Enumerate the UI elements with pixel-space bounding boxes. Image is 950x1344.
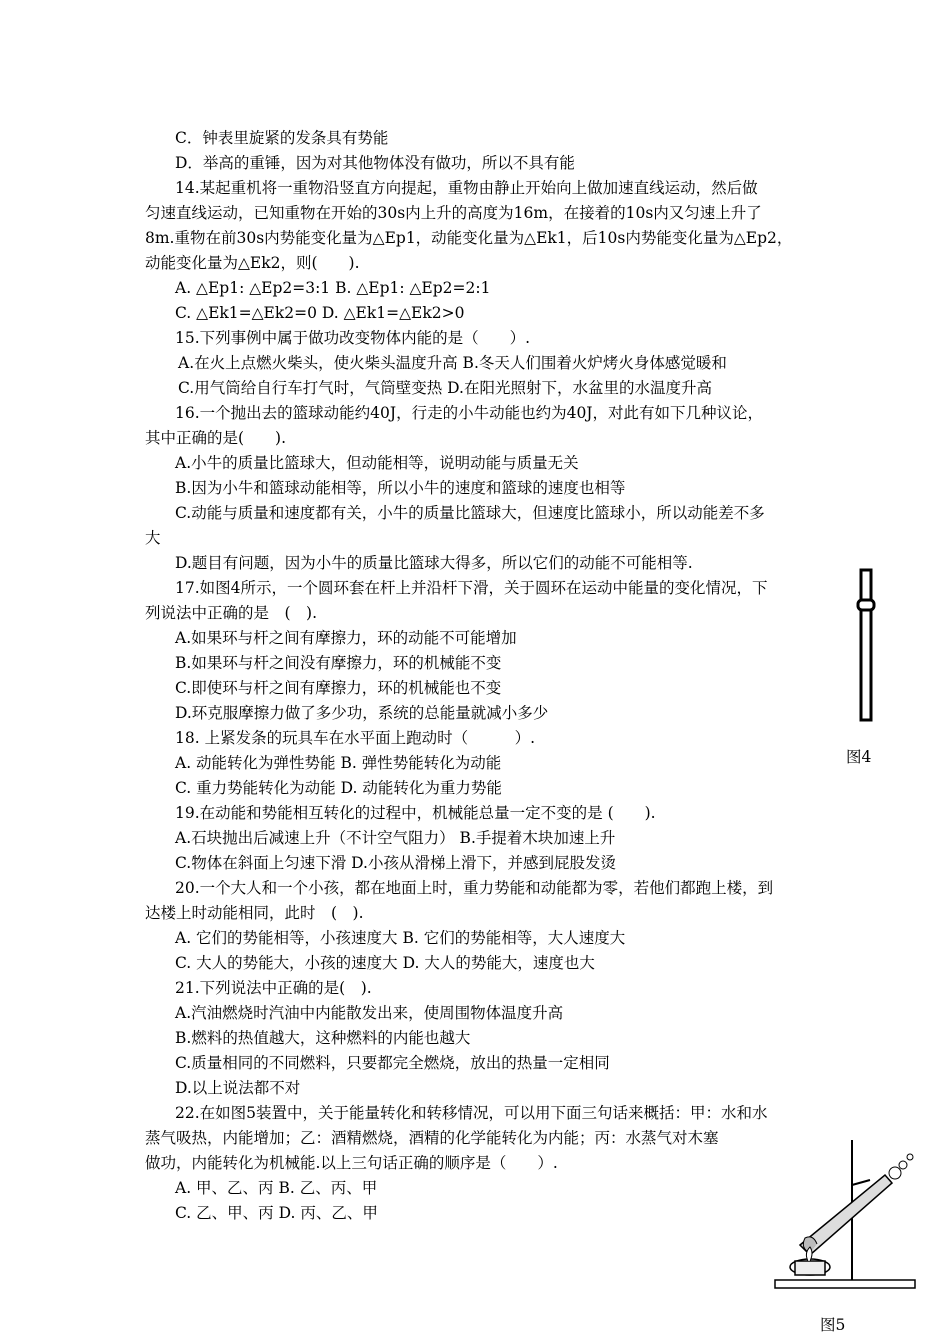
text-line: C. 大人的势能大，小孩的速度大 D. 大人的势能大，速度也大 [175,954,595,972]
text-line: 匀速直线运动，已知重物在开始的30s内上升的高度为16m，在接着的10s内又匀速上升了 [145,204,762,222]
text-line: 列说法中正确的是 ( ). [145,604,318,622]
text-line: B.如果环与杆之间没有摩擦力，环的机械能不变 [175,654,502,672]
text-line: A.在火上点燃火柴头，使火柴头温度升高 B.冬天人们围着火炉烤火身体感觉暖和 [178,354,727,372]
text-line: A. 它们的势能相等，小孩速度大 B. 它们的势能相等，大人速度大 [175,929,626,947]
text-line: 15.下列事例中属于做功改变物体内能的是（ ）. [175,329,531,347]
text-line: C.即使环与杆之间有摩擦力，环的机械能也不变 [175,679,502,697]
figure-5-label: 图5 [820,1316,846,1334]
text-line: D．举高的重锤，因为对其他物体没有做功，所以不具有能 [175,154,575,172]
text-line: B.燃料的热值越大，这种燃料的内能也越大 [175,1029,471,1047]
text-line: C．钟表里旋紧的发条具有势能 [175,129,389,147]
text-line: C.质量相同的不同燃料，只要都完全燃烧，放出的热量一定相同 [175,1054,610,1072]
text-line: 动能变化量为△Ek2，则( ). [145,254,360,272]
text-line: 大 [145,529,161,547]
text-line: A.汽油燃烧时汽油中内能散发出来，使周围物体温度升高 [175,1004,564,1022]
text-line: D.题目有问题，因为小牛的质量比篮球大得多，所以它们的动能不可能相等. [175,554,693,572]
figure-4-label: 图4 [846,748,872,766]
text-line: C. 重力势能转化为动能 D. 动能转化为重力势能 [175,779,502,797]
text-line: 其中正确的是( ). [145,429,287,447]
text-line: A.石块抛出后减速上升（不计空气阻力） B.手提着木块加速上升 [175,829,616,847]
text-line: 18. 上紧发条的玩具车在水平面上跑动时（ ）. [175,729,536,747]
text-line: D.以上说法都不对 [175,1079,301,1097]
text-line: 做功，内能转化为机械能.以上三句话正确的顺序是（ ）. [145,1154,558,1172]
text-line: A.如果环与杆之间有摩擦力，环的动能不可能增加 [175,629,517,647]
text-line: A.小牛的质量比篮球大，但动能相等，说明动能与质量无关 [175,454,579,472]
text-line: A. 甲、乙、丙 B. 乙、丙、甲 [175,1179,378,1197]
text-line: C.物体在斜面上匀速下滑 D.小孩从滑梯上滑下，并感到屁股发烫 [175,854,616,872]
text-line: D.环克服摩擦力做了多少功，系统的总能量就减小多少 [175,704,549,722]
text-line: C.动能与质量和速度都有关，小牛的质量比篮球大，但速度比篮球小，所以动能差不多 [175,504,765,522]
text-line: 16.一个抛出去的篮球动能约40J，行走的小牛动能也约为40J，对此有如下几种议论， [175,404,764,422]
rod-ring-figure [846,568,886,728]
text-line: C.用气筒给自行车打气时，气筒壁变热 D.在阳光照射下，水盆里的水温度升高 [178,379,712,397]
text-line: A. 动能转化为弹性势能 B. 弹性势能转化为动能 [175,754,502,772]
apparatus-figure [770,1135,920,1295]
text-line: 14.某起重机将一重物沿竖直方向提起，重物由静止开始向上做加速直线运动，然后做 [175,179,758,197]
text-line: A. △Ep1: △Ep2=3:1 B. △Ep1: △Ep2=2:1 [175,279,491,297]
text-line: 8m.重物在前30s内势能变化量为△Ep1，动能变化量为△Ek1，后10s内势能变化量为△Ep2， [145,229,793,247]
text-line: 达楼上时动能相同，此时 ( ). [145,904,364,922]
text-line: C. △Ek1=△Ek2=0 D. △Ek1=△Ek2>0 [175,304,465,322]
text-line: 22.在如图5装置中，关于能量转化和转移情况，可以用下面三句话来概括：甲：水和水 [175,1104,768,1122]
text-line: 17.如图4所示，一个圆环套在杆上并沿杆下滑，关于圆环在运动中能量的变化情况，下 [175,579,768,597]
text-line: 蒸气吸热，内能增加；乙：酒精燃烧，酒精的化学能转化为内能；丙：水蒸气对木塞 [145,1129,719,1147]
text-line: 21.下列说法中正确的是( ). [175,979,372,997]
text-line: C. 乙、甲、丙 D. 丙、乙、甲 [175,1204,378,1222]
text-line: 19.在动能和势能相互转化的过程中，机械能总量一定不变的是 ( ). [175,804,656,822]
text-line: B.因为小牛和篮球动能相等，所以小牛的速度和篮球的速度也相等 [175,479,626,497]
text-line: 20.一个大人和一个小孩，都在地面上时，重力势能和动能都为零，若他们都跑上楼，到 [175,879,774,897]
